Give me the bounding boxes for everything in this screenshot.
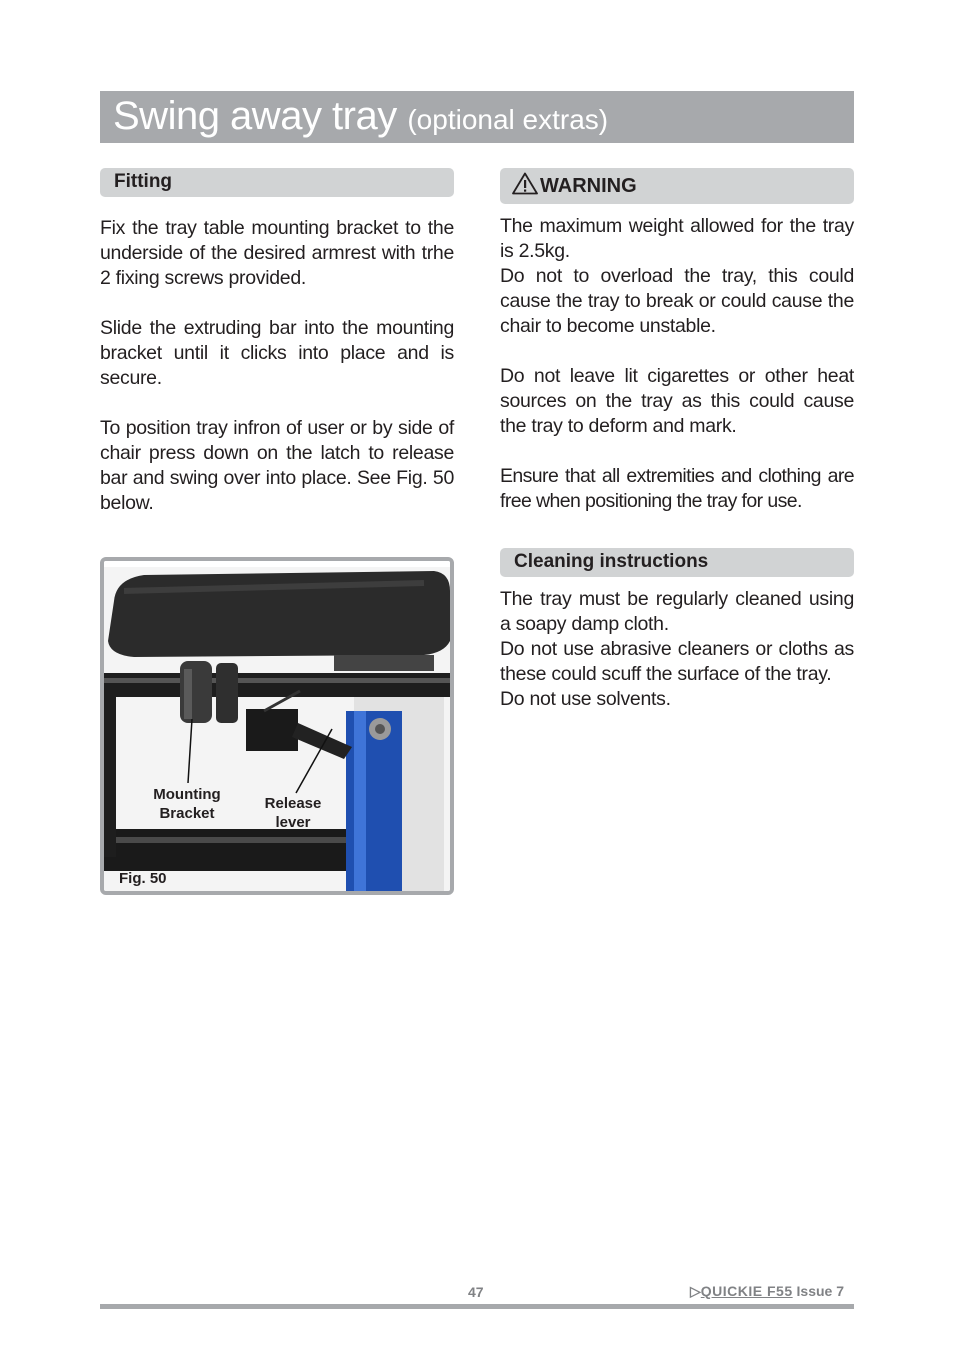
warning-heading-label: WARNING: [540, 175, 637, 197]
warning-paragraph-2: Do not to overload the tray, this could cause the tray to break or could cause the chair to become unstable.: [500, 265, 854, 337]
label-release-lever: [254, 794, 332, 832]
cleaning-paragraph-1: The tray must be regularly cleaned using a soapy damp cloth.: [500, 588, 854, 635]
warning-paragraph-1: The maximum weight allowed for the tray is 2.5kg.: [500, 215, 854, 262]
fig-50-photo: [100, 557, 454, 895]
fitting-paragraph-1: Fix the tray table mounting bracket to the underside of the desired armrest with trhe 2 fixing screws provided.: [100, 217, 454, 289]
cleaning-heading: Cleaning instructions: [500, 548, 854, 577]
issue-label: Issue 7: [796, 1283, 845, 1299]
page-title: [113, 94, 608, 139]
cleaning-paragraph-2: Do not use abrasive cleaners or cloths as these could scuff the surface of the tray.: [500, 638, 854, 685]
warning-paragraph-3: Do not leave lit cigarettes or other heat sources on the tray as this could cause the tray to deform and mark.: [500, 365, 854, 437]
fitting-heading: Fitting: [100, 168, 454, 197]
label-mounting-line-2: Bracket: [159, 805, 215, 822]
fitting-paragraph-2: Slide the extruding bar into the mounting bracket until it clicks into place and is secure.: [100, 317, 454, 389]
footer-rule: [100, 1304, 854, 1309]
figure-caption: Fig. 50: [119, 870, 167, 887]
tray-bracket-illustration: [104, 561, 450, 891]
brand-logo: QUICKIE F55: [700, 1283, 793, 1299]
page-title-sub: (optional extras): [407, 104, 609, 135]
page-title-bar: [100, 91, 854, 143]
label-release-line-1: Release: [264, 795, 322, 812]
footer-brand: [690, 1283, 844, 1300]
brand-arrow-icon: ▷: [690, 1283, 701, 1299]
warning-heading: [500, 168, 854, 204]
page-number: 47: [468, 1284, 484, 1300]
page-title-main: Swing away tray: [113, 94, 397, 138]
label-release-line-2: lever: [275, 814, 311, 831]
label-mounting-line-1: Mounting: [153, 786, 221, 803]
warning-paragraph-4: Ensure that all extremities and clothing are free when positioning the tray for use.: [500, 465, 854, 512]
fitting-paragraph-3: To position tray infron of user or by side of chair press down on the latch to release bar and swing over into place. See Fig. 50 below.: [100, 417, 454, 514]
label-mounting-bracket: [142, 785, 232, 823]
cleaning-paragraph-3: Do not use solvents.: [500, 688, 671, 710]
warning-triangle-icon: [512, 172, 538, 195]
